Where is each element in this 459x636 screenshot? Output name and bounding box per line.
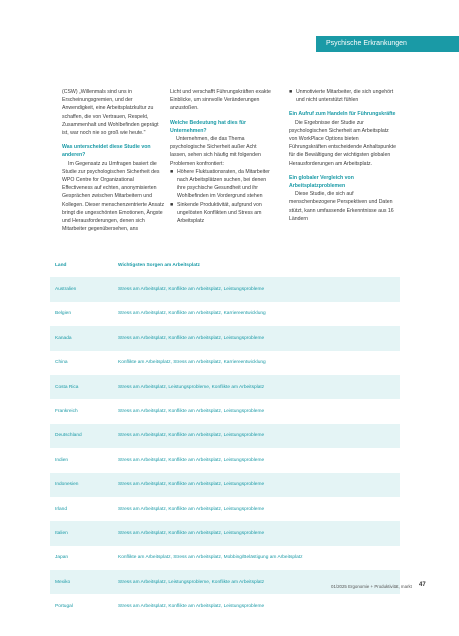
cell-land: Japan (55, 555, 69, 561)
section-title: Psychische Erkrankungen (326, 40, 407, 47)
cell-land: Frankreich (55, 409, 78, 415)
cell-land: Irland (55, 506, 67, 512)
table-header-row (50, 253, 400, 277)
cell-land: Portugal (55, 604, 73, 610)
text-column-3 (289, 88, 397, 223)
cell-issues: Stress am Arbeitsplatz, Konflikte am Arbeitsplatz, Leistungsprobleme (118, 457, 265, 463)
cell-issues: Stress am Arbeitsplatz, Konflikte am Arbeitsplatz, Leistungsprobleme (118, 409, 265, 415)
cell-land: Indien (55, 457, 69, 463)
subheading: Welche Bedeutung hat dies für Unternehmen? (170, 119, 246, 134)
column-header-land: Land (55, 262, 67, 268)
cell-land: Costa Rica (55, 384, 79, 390)
table-row (50, 594, 400, 618)
table-row (50, 448, 400, 472)
bullet-item (289, 88, 397, 104)
cell-issues: Stress am Arbeitsplatz, Konflikte am Arbeitsplatz, Leistungsprobleme (118, 604, 265, 610)
cell-land: Belgien (55, 311, 72, 317)
column-header-issues: Wichtigsten Sorgen am Arbeitsplatz (118, 262, 200, 268)
table-row (50, 375, 400, 399)
cell-issues: Stress am Arbeitsplatz, Leistungsprobleme, Konflikte am Arbeitsplatz (118, 579, 265, 585)
table-row (50, 546, 400, 570)
cell-land: Mexiko (55, 579, 71, 585)
subheading: Was unterscheidet diese Studie von anderen? (62, 144, 151, 159)
bullet-icon: ■ (170, 201, 174, 208)
text-column-2 (170, 88, 273, 225)
cell-land: Italien (55, 530, 68, 536)
table-row (50, 570, 400, 594)
cell-issues: Konflikte am Arbeitsplatz, Stress am Arbeitsplatz, Karriereentwicklung (118, 360, 266, 366)
paragraph: Die Ergebnisse der Studie zur psychologischen Sicherheit am Arbeitsplatz von WorkPlace Options bieten Führungskräften entscheidende Anhaltspunkte für die Bewältigung der wichtigsten globalen Herausforderungen am Arbeitsplatz. (289, 119, 396, 167)
bullet-icon: ■ (170, 168, 174, 175)
section-header-bar (316, 36, 459, 52)
bullet-item (170, 168, 273, 201)
paragraph: Unternehmen, die das Thema psychologische Sicherheit außer Acht lassen, sehen sich häufig mit folgenden Problemen konfrontiert: (170, 136, 261, 167)
table-row (50, 473, 400, 497)
cell-issues: Stress am Arbeitsplatz, Konflikte am Arbeitsplatz, Leistungsprobleme (118, 433, 265, 439)
cell-issues: Stress am Arbeitsplatz, Leistungsprobleme, Konflikte am Arbeitsplatz (118, 384, 265, 390)
cell-issues: Stress am Arbeitsplatz, Konflikte am Arbeitsplatz, Leistungsprobleme (118, 287, 265, 293)
table-body (50, 277, 400, 618)
paragraph: Licht und verschafft Führungskräften exakte Einblicke, um sinnvolle Veränderungen anzustoßen. (170, 89, 271, 112)
text-column-1 (62, 88, 165, 233)
bullet-icon: ■ (289, 89, 293, 95)
table-row (50, 302, 400, 326)
cell-issues: Stress am Arbeitsplatz, Konflikte am Arbeitsplatz, Leistungsprobleme (118, 530, 265, 536)
table-row (50, 277, 400, 301)
subheading: Ein globaler Vergleich von Arbeitsplatzproblemen (289, 174, 354, 190)
bullet-text: Höhere Fluktuationsraten, da Mitarbeiter nach Arbeitsplätzen suchen, bei denen ihre psychische Gesundheit und ihr Wohlbefinden im Vordergrund stehen (177, 168, 270, 200)
cell-land: Australien (55, 287, 77, 293)
cell-land: Kanada (55, 335, 72, 341)
footer-text: 01/2025 Ergonomie + Produktivität, markt (331, 584, 412, 589)
cell-issues: Stress am Arbeitsplatz, Konflikte am Arbeitsplatz, Leistungsprobleme (118, 482, 265, 488)
table-row (50, 351, 400, 375)
cell-land: Deutschland (55, 433, 82, 439)
subheading: Ein Aufruf zum Handeln für Führungskräfte (289, 111, 396, 118)
cell-issues: Stress am Arbeitsplatz, Konflikte am Arbeitsplatz, Karriereentwicklung (118, 311, 266, 317)
paragraph: Diese Studie, die sich auf menschenbezogene Perspektiven und Daten stützt, kann umfassende Erkenntnisse aus 16 Ländern (289, 191, 394, 222)
table-row (50, 326, 400, 350)
table-row (50, 399, 400, 423)
bullet-text: Sinkende Produktivität, aufgrund von ungelösten Konflikten und Stress am Arbeitsplatz (177, 201, 262, 225)
page-number: 47 (419, 582, 426, 588)
cell-issues: Konflikte am Arbeitsplatz, Stress am Arbeitsplatz, Mobbing/Belästigung am Arbeitsplatz (118, 555, 303, 561)
table-row (50, 424, 400, 448)
cell-land: Indonesien (55, 482, 79, 488)
bullet-item (170, 201, 273, 226)
paragraph: Im Gegensatz zu Umfragen basiert die Studie zur psychologischen Sicherheit des WPO Centre for Organizational Effectiveness auf echten, anonymisierten Gesprächen zwischen Mitarbeitern und Kollegen. Dieser menschenzentrierte Ansatz bringt die ungeschönten Emotionen, Ängste und Herausforderungen, denen sich Mitarbeiter gegenübersehen, ans (62, 160, 165, 233)
country-concerns-table (50, 253, 400, 619)
bullet-text: Unmotivierte Mitarbeiter, die sich ungehört und nicht unterstützt fühlen (296, 89, 394, 104)
paragraph: (CSW) „Willenmals sind uns in Erscheinungsgremien, und der Anwendigkeit, eine Arbeitsplatzkultur zu schaffen, die von Vertrauen, Respekt, Zusammenhalt und Wohlbefinden geprägt ist, war noch nie so groß wie heute." (62, 89, 159, 137)
cell-land: China (55, 360, 68, 366)
table-row (50, 521, 400, 545)
table-row (50, 497, 400, 521)
cell-issues: Stress am Arbeitsplatz, Konflikte am Arbeitsplatz, Leistungsprobleme (118, 335, 265, 341)
cell-issues: Stress am Arbeitsplatz, Konflikte am Arbeitsplatz, Leistungsprobleme (118, 506, 265, 512)
